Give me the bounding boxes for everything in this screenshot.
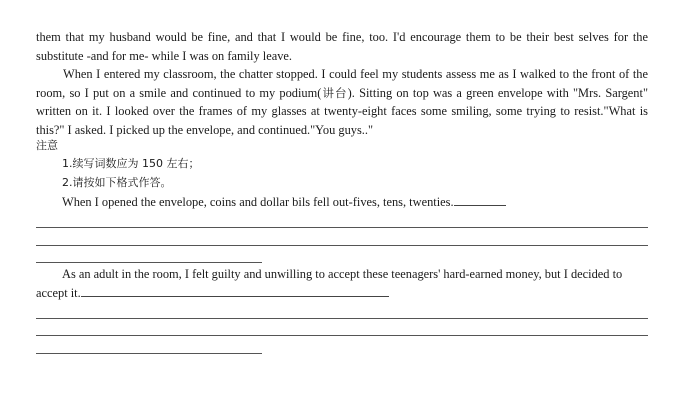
podium-chinese-gloss: 讲台 <box>321 85 348 100</box>
passage-text-2b: ). Sitting on top was a green envelope with "Mrs. Sargent" written on it. I looked over the frames of my glasses at twenty-eight faces some smiling, some trying to resist."What is this?" I asked. I picked up the envelope, and continued."You guys.." <box>36 85 648 137</box>
first-prompt-blank[interactable] <box>454 193 506 206</box>
answer-line-1-2[interactable] <box>36 245 648 246</box>
answer-line-1-1[interactable] <box>36 227 648 228</box>
second-prompt-text-b: accept it. <box>36 286 81 300</box>
first-prompt-line <box>62 193 506 211</box>
second-prompt-text-a: As an adult in the room, I felt guilty and unwilling to accept these teenagers' hard-earned money, but I decided to <box>62 267 623 281</box>
answer-line-1-3[interactable] <box>36 262 262 263</box>
answer-line-2-1[interactable] <box>36 318 648 319</box>
passage-paragraph-1 <box>36 28 648 65</box>
passage-text-2a: When I entered my classroom, the chatter stopped. I could feel my students assess me as I walked to the front of the room, so I put on a smile and continued to my podium( <box>36 67 648 100</box>
answer-line-2-3[interactable] <box>36 353 262 354</box>
second-prompt-blank[interactable] <box>81 284 389 297</box>
note-item-2: 2.请按如下格式作答。 <box>62 176 172 189</box>
first-prompt-text: When I opened the envelope, coins and dollar bils fell out-fives, tens, twenties. <box>62 195 454 209</box>
note-item-1: 1.续写词数应为 150 左右； <box>62 157 200 170</box>
answer-line-2-2[interactable] <box>36 335 648 336</box>
notes-heading: 注意 <box>36 139 58 152</box>
passage-paragraph-2 <box>36 65 648 139</box>
passage-text-1: them that my husband would be fine, and that I would be fine, too. I'd encourage them to be their best selves for the substitute -and for me- while I was on family leave. <box>36 30 648 63</box>
second-prompt-line-b <box>36 284 389 302</box>
second-prompt-line-a <box>62 265 622 283</box>
